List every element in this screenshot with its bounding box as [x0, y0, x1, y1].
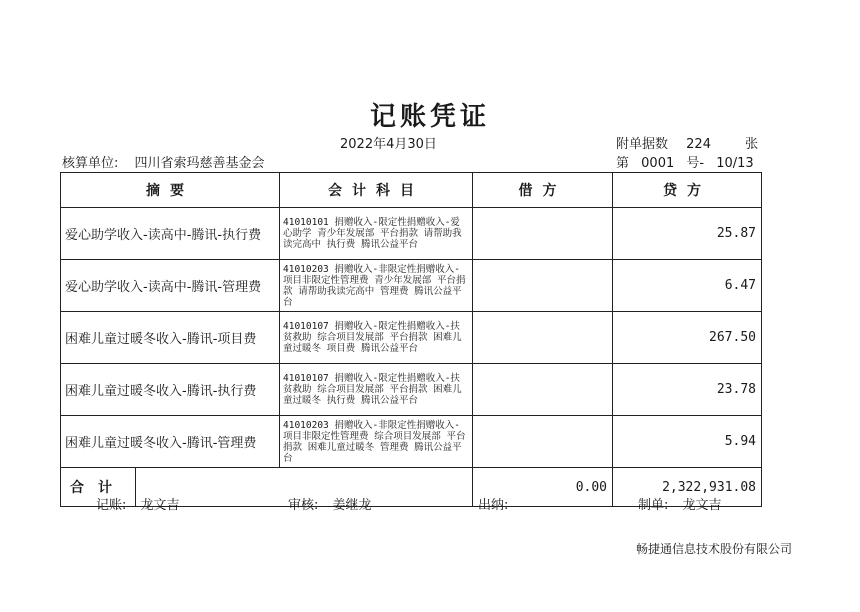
row-summary: 困难儿童过暖冬收入-腾讯-项目费 — [61, 312, 280, 364]
row-summary: 困难儿童过暖冬收入-腾讯-执行费 — [61, 364, 280, 416]
row-account: 41010203 捐赠收入-非限定性捐赠收入-项目非限定性管理费 综合项目发展部 平台捐款 困难儿童过暖冬 管理费 腾讯公益平台 — [280, 416, 473, 468]
voucher-serial — [616, 152, 762, 171]
bookkeeper-name: 龙文吉 — [140, 498, 180, 513]
software-company: 畅捷通信息技术股份有限公司 — [635, 542, 792, 556]
voucher-table — [60, 172, 762, 507]
row-debit — [473, 312, 613, 364]
row-summary: 爱心助学收入-读高中-腾讯-管理费 — [61, 260, 280, 312]
serial-suffix: 号- — [686, 156, 705, 171]
table-row — [61, 364, 762, 416]
row-debit — [473, 208, 613, 260]
cashier-signature — [478, 494, 518, 513]
row-credit: 25.87 — [613, 208, 762, 260]
voucher-date: 2022年4月30日 — [340, 137, 437, 152]
row-account: 41010107 捐赠收入-限定性捐赠收入-扶贫救助 综合项目发展部 平台捐款 困难儿童过暖冬 执行费 腾讯公益平台 — [280, 364, 473, 416]
reviewer-signature — [288, 494, 372, 513]
preparer-label: 制单: — [638, 498, 669, 513]
table-row — [61, 208, 762, 260]
preparer-name: 龙文吉 — [682, 498, 722, 513]
serial-number: 0001 — [641, 156, 675, 171]
header-credit: 贷方 — [613, 173, 762, 208]
total-label: 合计 — [61, 468, 136, 506]
attachment-number: 224 — [686, 137, 711, 152]
row-debit — [473, 260, 613, 312]
row-account: 41010107 捐赠收入-限定性捐赠收入-扶贫救助 综合项目发展部 平台捐款 困难儿童过暖冬 项目费 腾讯公益平台 — [280, 312, 473, 364]
accounting-unit-name: 四川省索玛慈善基金会 — [134, 156, 265, 171]
accounting-unit — [62, 152, 265, 171]
reviewer-name: 姜继龙 — [332, 498, 372, 513]
row-credit: 5.94 — [613, 416, 762, 468]
row-account: 41010203 捐赠收入-非限定性捐赠收入-项目非限定性管理费 青少年发展部 平台捐款 请帮助我读完高中 管理费 腾讯公益平台 — [280, 260, 473, 312]
row-debit — [473, 364, 613, 416]
total-debit: 0.00 — [473, 468, 613, 507]
serial-prefix: 第 — [616, 156, 630, 171]
row-credit: 267.50 — [613, 312, 762, 364]
header-account: 会计科目 — [280, 173, 473, 208]
table-header-row — [61, 173, 762, 208]
header-summary: 摘要 — [61, 173, 280, 208]
row-summary: 困难儿童过暖冬收入-腾讯-管理费 — [61, 416, 280, 468]
total-credit: 2,322,931.08 — [613, 468, 762, 507]
serial-page: 10/13 — [716, 156, 754, 171]
row-summary: 爱心助学收入-读高中-腾讯-执行费 — [61, 208, 280, 260]
row-credit: 23.78 — [613, 364, 762, 416]
header-debit: 借方 — [473, 173, 613, 208]
table-row — [61, 416, 762, 468]
voucher-title: 记账凭证 — [369, 102, 490, 132]
bookkeeper-signature — [96, 494, 180, 513]
accounting-unit-label: 核算单位: — [62, 156, 119, 171]
attachment-label: 附单据数 — [616, 137, 669, 152]
bookkeeper-label: 记账: — [96, 498, 127, 513]
row-debit — [473, 416, 613, 468]
row-credit: 6.47 — [613, 260, 762, 312]
preparer-signature — [638, 494, 722, 513]
cashier-label: 出纳: — [478, 498, 509, 513]
attachment-unit: 张 — [745, 137, 759, 152]
row-account: 41010101 捐赠收入-限定性捐赠收入-爱心助学 青少年发展部 平台捐款 请帮助我读完高中 执行费 腾讯公益平台 — [280, 208, 473, 260]
reviewer-label: 审核: — [288, 498, 319, 513]
table-row — [61, 312, 762, 364]
attachment-count — [616, 133, 772, 152]
table-row — [61, 260, 762, 312]
